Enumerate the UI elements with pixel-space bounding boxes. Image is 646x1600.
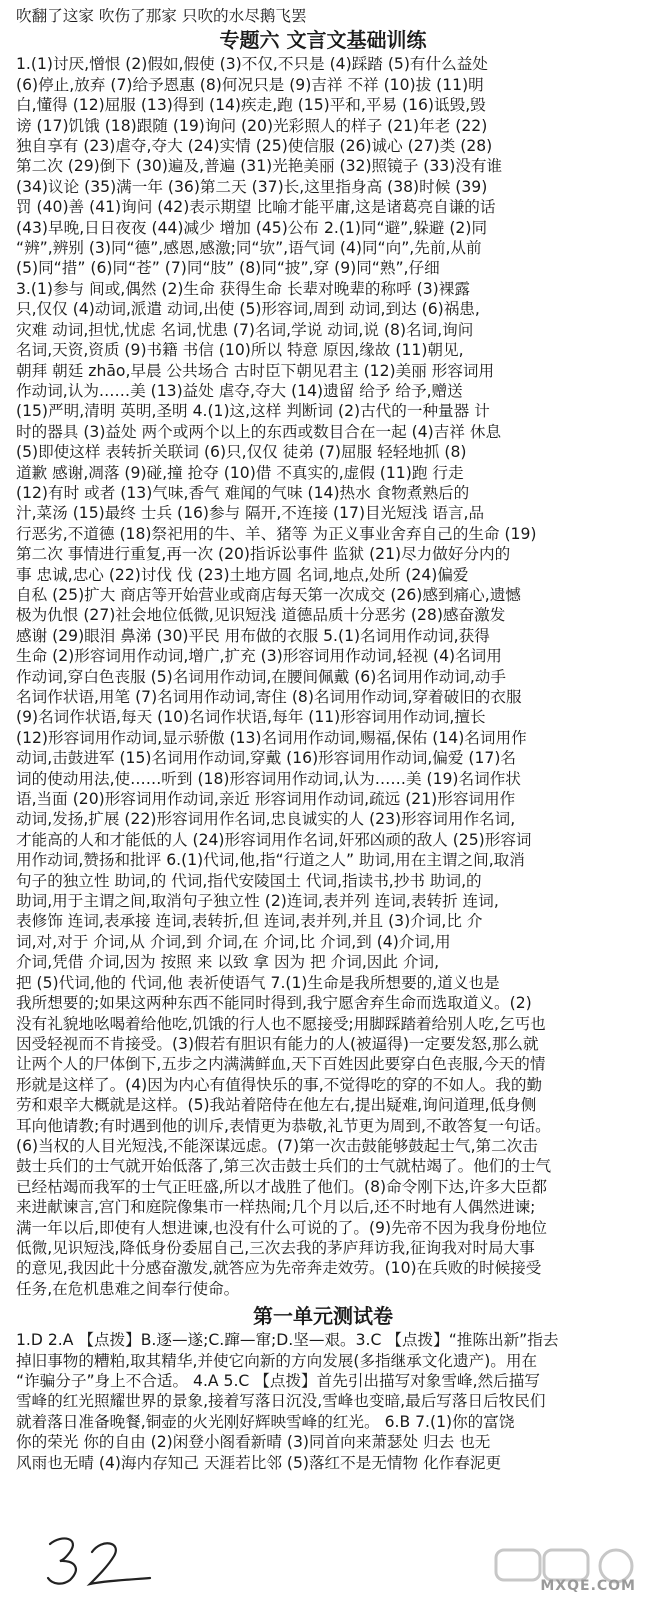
answer-line: (5)同“措” (6)同“苍” (7)同“肢” (8)同“披”,穿 (9)同“熟”,仔细	[16, 259, 440, 278]
answer-line: 时的器具 (3)益处 两个或两个以上的东西或数目合在一起 (4)吉祥 休息	[16, 422, 502, 441]
handwritten-page-number	[40, 1530, 160, 1590]
answer-line: “诈骗分子”身上不合适。 4.A 5.C 【点拨】首先引出描写对象雪峰,然后描写	[16, 1372, 540, 1390]
answer-line: (9)名词作状语,每天 (10)名词作状语,每年 (11)形容词用作动词,擅长	[16, 708, 486, 727]
answer-line: 独自享有 (23)虐夺,夺大 (24)实情 (25)使信服 (26)诚心 (27)类 (28)	[16, 137, 493, 156]
answer-line: 雪峰的红光照耀世界的景象,接着写落日沉没,雪峰也变暗,最后写落日后牧民们	[16, 1392, 546, 1411]
answer-line: 自私 (25)扩大 商店等开始营业或商店每天第一次成交 (26)感到痛心,遗憾	[16, 585, 521, 604]
answer-line: 罚 (40)善 (41)询问 (42)表示期望 比喻才能平庸,这是诸葛亮自谦的话	[16, 198, 496, 217]
answer-line: 助词,用于主谓之间,取消句子独立性 (2)连词,表并列 连词,表转折 连词,	[16, 892, 499, 911]
answer-line: 风雨也无晴 (4)海内存知己 天涯若比邻 (5)落红不是无情物 化作春泥更	[16, 1453, 502, 1472]
answer-line: (12)形容词用作动词,显示骄傲 (13)名词用作动词,赐福,保佑 (14)名词用作	[16, 728, 527, 747]
answer-line: 我所想要的;如果这两种东西不能同时得到,我宁愿舍弃生命而选取道义。(2)	[16, 994, 532, 1013]
answer-line: 感谢 (29)眼泪 鼻涕 (30)平民 用布做的衣服 5.(1)名词用作动词,获得	[16, 626, 490, 645]
answer-line: 动词,发扬,扩展 (22)形容词用作名词,忠良诚实的人 (23)形容词用作名词,	[16, 810, 516, 829]
answer-line: 就着落日准备晚餐,铜壶的火光刚好辉映雪峰的红光。 6.B 7.(1)你的富饶	[16, 1412, 515, 1431]
answer-line: 灾难 动词,担忧,忧虑 名词,忧患 (7)名词,学说 动词,说 (8)名词,询问	[16, 320, 474, 339]
answer-line: 事 忠诚,忠心 (22)讨伐 伐 (23)土地方圆 名词,地点,处所 (24)偏爱	[16, 565, 469, 584]
answer-line: 介词,凭借 介词,因为 按照 来 以致 拿 因为 把 介词,因此 介词,	[16, 953, 440, 972]
answer-line: 1.D 2.A 【点拨】B.逐—遂;C.蹿—窜;D.坚—艰。3.C 【点拨】“推陈出新”指去	[16, 1331, 559, 1350]
answer-line: 掉旧事物的糟粕,取其精华,并使它向新的方向发展(多指继承文化遗产)。用在	[16, 1351, 538, 1370]
answer-line: 满一年以后,即使有人想进谏,也没有什么可说的了。(9)先帝不因为我身份地位	[16, 1218, 548, 1237]
answer-line: (12)有时 或者 (13)气味,香气 难闻的气味 (14)热水 食物煮熟后的	[16, 483, 470, 502]
answer-line: 动词,击鼓进军 (15)名词用作动词,穿戴 (16)形容词用作动词,偏爱 (17)名	[16, 749, 517, 768]
answer-line: (34)议论 (35)满一年 (36)第二天 (37)长,这里指身高 (38)时候 (39)	[16, 177, 488, 196]
answer-line: 名词,天资,资质 (9)书籍 书信 (10)所以 特意 原因,缘故 (11)朝见,	[16, 341, 464, 360]
answer-line: 因受轻视而不肯接受。(3)假若有胆识有能力的人(被逼得)一定要发怒,那么就	[16, 1034, 539, 1053]
answer-line: 耳向他请教;有时遇到他的训斥,表情更为恭敬,礼节更为周到,不敢答复一句话。	[16, 1116, 551, 1135]
answer-line: 谤 (17)饥饿 (18)跟随 (19)询问 (20)光彩照人的样子 (21)年老 (22)	[16, 116, 488, 135]
answer-line: 没有礼貌地吆喝着给他吃,饥饿的行人也不愿接受;用脚踩踏着给别人吃,乞丐也	[16, 1014, 546, 1033]
answer-line: 形就是这样了。(4)因为内心有值得快乐的事,不觉得吃的穿的不如人。我的勤	[16, 1075, 543, 1094]
answer-line: 第二次 (29)倒下 (30)遍及,普遍 (31)光艳美丽 (32)照镜子 (33)没有谁	[16, 157, 503, 176]
answer-line: 语,当面 (20)形容词用作动词,亲近 形容词用作动词,疏远 (21)形容词用作	[16, 790, 516, 809]
answer-line: 任务,在危机患难之间奉行使命。	[16, 1279, 240, 1298]
answer-line: 作动词,认为……美 (13)益处 虐夺,夺大 (14)遗留 给予 给予,赠送	[16, 381, 463, 400]
answer-line: (6)停止,放弃 (7)给予恩惠 (8)何况只是 (9)吉祥 不祥 (10)拔 (11)明	[16, 75, 484, 94]
answer-line: (5)即使这样 表转折关联词 (6)只,仅仅 徒弟 (7)屈服 轻轻地抓 (8)	[16, 443, 467, 462]
answer-line: 极为仇恨 (27)社会地位低微,见识短浅 道德品质十分恶劣 (28)感奋激发	[16, 606, 506, 625]
answer-line: 用作动词,赞扬和批评 6.(1)代词,他,指“行道之人” 助词,用在主谓之间,取消	[16, 851, 525, 870]
answer-line: 1.(1)讨厌,憎恨 (2)假如,假使 (3)不仅,不只是 (4)踩踏 (5)有什么益处	[16, 55, 488, 74]
answer-line: 表修饰 连词,表承接 连词,表转折,但 连词,表并列,并且 (3)介词,比 介	[16, 912, 483, 931]
answer-line: 生命 (2)形容词用作动词,增广,扩充 (3)形容词用作动词,轻视 (4)名词用	[16, 647, 502, 666]
answer-line: 词,对,对于 介词,从 介词,到 介词,在 介词,比 介词,到 (4)介词,用	[16, 932, 451, 951]
answer-line: 句子的独立性 助词,的 代词,指代安陵国土 代词,指读书,抄书 助词,的	[16, 871, 482, 890]
answer-line: (15)严明,清明 英明,圣明 4.(1)这,这样 判断词 (2)古代的一种量器 计	[16, 402, 490, 421]
answer-line: 你的荣光 你的自由 (2)闲登小阁看新晴 (3)同首向来萧瑟处 归去 也无	[16, 1433, 491, 1452]
answer-line: 白,懂得 (12)屈服 (13)得到 (14)疾走,跑 (15)平和,平易 (16)诋毁,毁	[16, 96, 486, 115]
watermark-url: MXQE.COM	[540, 1578, 636, 1594]
answer-line: (43)早晚,日日夜夜 (44)减少 增加 (45)公布 2.(1)同“避”,躲避 (2)同	[16, 218, 488, 237]
answer-line: 来进献谏言,宫门和庭院像集市一样热闹;几个月以后,还不时地有人偶然进谏;	[16, 1198, 536, 1217]
answer-line: 劳和艰辛大概就是这样。(5)我站着陪侍在他左右,提出疑难,询问道理,低身侧	[16, 1096, 537, 1115]
answer-line: 已经枯竭而我军的士气正旺盛,所以才战胜了他们。(8)命令刚下达,许多大臣都	[16, 1177, 548, 1196]
answer-line: 把 (5)代词,他的 代词,他 表祈使语气 7.(1)生命是我所想要的,道义也是	[16, 973, 500, 992]
answer-line: 作动词,穿白色丧服 (5)名词用作动词,在腰间佩戴 (6)名词用作动词,动手	[16, 667, 506, 686]
answer-line: 让两个人的尸体倒下,五步之内满满鲜血,天下百姓因此要穿白色丧服,今天的情	[16, 1055, 546, 1074]
answer-line: 汁,菜汤 (15)最终 士兵 (16)参与 隔开,不连接 (17)目光短浅 语言,品	[16, 504, 485, 523]
answer-line: 道歉 感谢,凋落 (9)碰,撞 抢夺 (10)借 不真实的,虚假 (11)跑 行走	[16, 463, 464, 482]
section-heading-unit-test: 第一单元测试卷	[253, 1304, 393, 1329]
answer-line: (6)当权的人目光短浅,不能深谋远虑。(7)第一次击鼓能够鼓起士气,第二次击	[16, 1136, 538, 1155]
answer-line: 低微,见识短浅,降低身份委屈自己,三次去我的茅庐拜访我,征询我对时局大事	[16, 1238, 535, 1257]
answer-page	[16, 6, 630, 1594]
answer-line: 才能高的人和才能低的人 (24)形容词用作名词,奸邪凶顽的敌人 (25)形容词	[16, 830, 532, 849]
answer-line: 名词作状语,用笔 (7)名词用作动词,寄住 (8)名词用作动词,穿着破旧的衣服	[16, 688, 522, 706]
answer-line: 朝拜 朝廷 zhāo,早晨 公共场合 古时臣下朝见君主 (12)美丽 形容词用	[16, 361, 495, 380]
answer-line: 第二次 事情进行重复,再一次 (20)指诉讼事件 监狱 (21)尽力做好分内的	[16, 545, 511, 564]
intro-line: 吹翻了这家 吹伤了那家 只吹的水尽鹅飞罢	[16, 7, 307, 25]
section-body-unit-test	[16, 1330, 630, 1473]
section-heading-topic-six: 专题六 文言文基础训练	[219, 28, 427, 53]
answer-line: 词的使动用法,使……听到 (18)形容词用作动词,认为……美 (19)名词作状	[16, 769, 521, 788]
answer-line: 只,仅仅 (4)动词,派遣 动词,出使 (5)形容词,周到 动词,到达 (6)祸患,	[16, 300, 480, 319]
section-body-topic-six	[16, 54, 630, 1299]
answer-line: “辨”,辨别 (3)同“德”,感恩,感激;同“欤”,语气词 (4)同“向”,先前,从前	[16, 239, 482, 258]
answer-line: 鼓士兵们的士气就开始低落了,第三次击鼓士兵们的士气就枯竭了。他们的士气	[16, 1157, 552, 1176]
answer-line: 行恶劣,不道德 (18)祭祀用的牛、羊、猪等 为正义事业舍弃自己的生命 (19)	[16, 524, 537, 543]
answer-line: 3.(1)参与 间或,偶然 (2)生命 获得生命 长辈对晚辈的称呼 (3)裸露	[16, 279, 470, 298]
answer-line: 的意见,我因此十分感奋激发,就答应为先帝奔走效劳。(10)在兵败的时候接受	[16, 1259, 542, 1278]
